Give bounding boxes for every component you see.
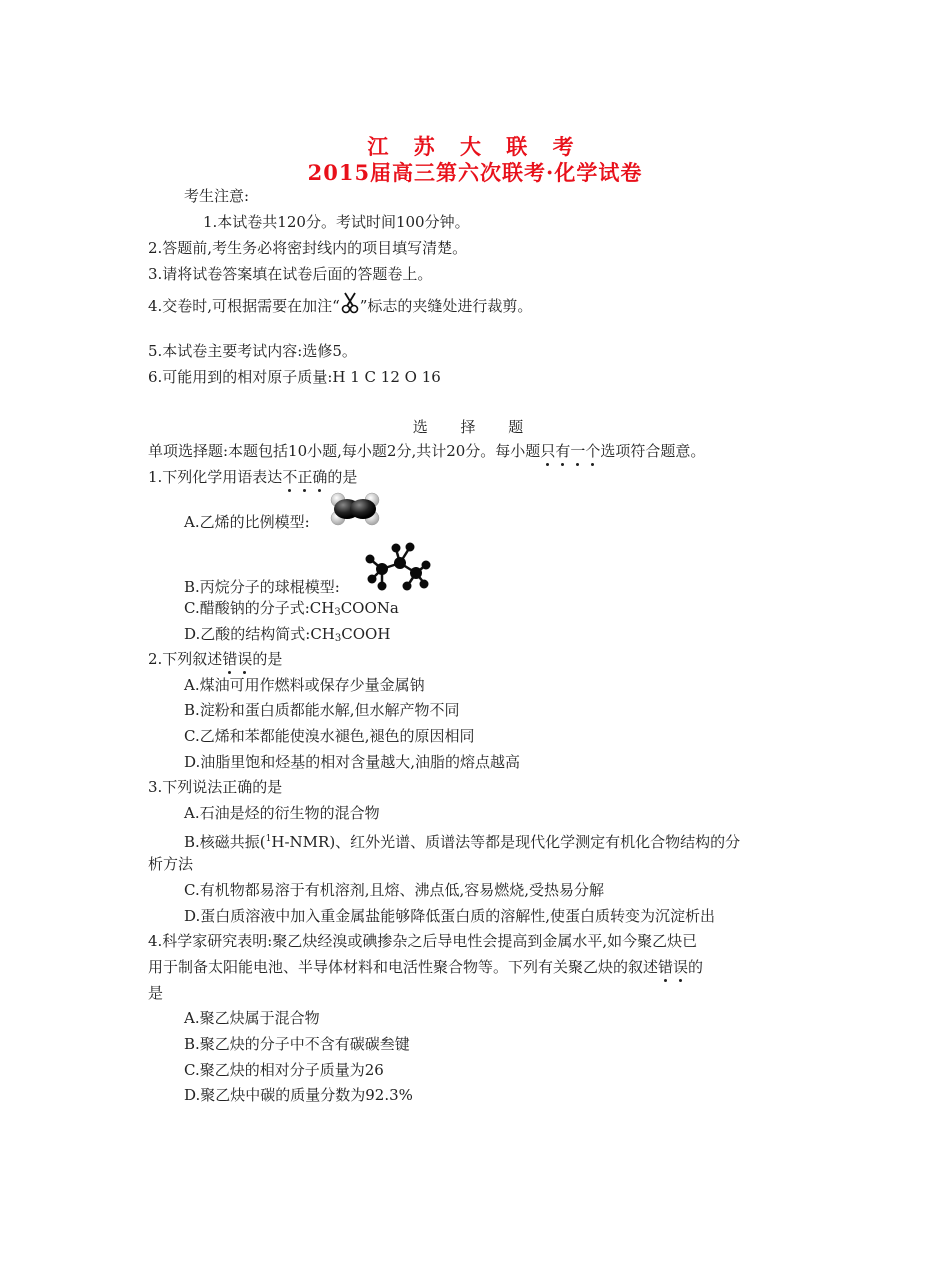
propane-ball-and-stick-model-icon xyxy=(360,541,432,593)
q1-option-a: A.乙烯的比例模型: xyxy=(184,513,310,531)
intro-text: 单项选择题:本题包括10小题,每小题2分,共计20分。每小题 xyxy=(148,442,541,460)
ethylene-space-filling-model-icon xyxy=(330,490,380,528)
emphasis-char: 有 xyxy=(555,442,571,460)
q1-option-d xyxy=(184,624,390,649)
scissors-icon xyxy=(340,299,360,317)
q2-option-c: C.乙烯和苯都能使溴水褪色,褪色的原因相同 xyxy=(184,727,475,745)
stem-text: 的 xyxy=(688,958,704,976)
q3-option-a: A.石油是烃的衍生物的混合物 xyxy=(184,804,380,822)
q3-stem: 3.下列说法正确的是 xyxy=(148,778,283,796)
note-2: 2.答题前,考生务必将密封线内的项目填写清楚。 xyxy=(148,239,468,257)
emphasis-char: 错 xyxy=(222,650,238,668)
subscript: 3 xyxy=(334,607,341,618)
q4-stem-line1: 4.科学家研究表明:聚乙炔经溴或碘掺杂之后导电性会提高到金属水平,如今聚乙炔已 xyxy=(148,932,698,950)
emphasis-char: 一 xyxy=(570,442,586,460)
emphasis-char: 正 xyxy=(297,468,313,486)
subscript: 3 xyxy=(334,633,342,644)
q3-option-b xyxy=(184,829,740,852)
option-text: COOH xyxy=(341,625,391,643)
section-intro xyxy=(148,441,705,461)
stem-text: 的是 xyxy=(252,650,283,668)
q2-option-b: B.淀粉和蛋白质都能水解,但水解产物不同 xyxy=(184,701,460,719)
option-text: COONa xyxy=(340,599,399,617)
note-4 xyxy=(148,296,532,317)
exam-paper-title: 2015届高三第六次联考·化学试卷 xyxy=(307,160,643,185)
emphasis-char: 确 xyxy=(312,468,328,486)
exam-org-title: 江 苏 大 联 考 xyxy=(367,134,583,159)
emphasis-char: 只 xyxy=(540,442,556,460)
emphasis-char: 不 xyxy=(282,468,298,486)
q1-option-b: B.丙烷分子的球棍模型: xyxy=(184,578,340,596)
stem-text: 用于制备太阳能电池、半导体材料和电活性聚合物等。下列有关聚乙炔的叙述 xyxy=(148,958,659,976)
q4-option-a: A.聚乙炔属于混合物 xyxy=(184,1009,320,1027)
emphasis-char: 误 xyxy=(237,650,253,668)
stem-text: 2.下列叙述 xyxy=(148,650,223,668)
intro-text: 选项符合题意。 xyxy=(600,442,706,460)
note-4-post: ”标志的夹缝处进行裁剪。 xyxy=(359,297,533,315)
superscript: 1 xyxy=(265,834,272,844)
emphasis-char: 个 xyxy=(585,442,601,460)
q1-option-c xyxy=(184,598,399,623)
note-3: 3.请将试卷答案填在试卷后面的答题卷上。 xyxy=(148,265,433,283)
q4-stem-line2 xyxy=(148,957,703,977)
q2-option-a: A.煤油可用作燃料或保存少量金属钠 xyxy=(184,676,425,694)
section-title: 选 择 题 xyxy=(412,418,538,436)
q3-option-c: C.有机物都易溶于有机溶剂,且熔、沸点低,容易燃烧,受热易分解 xyxy=(184,881,605,899)
q3-option-b-continued: 析方法 xyxy=(148,855,194,873)
q2-stem xyxy=(148,649,282,669)
q4-option-c: C.聚乙炔的相对分子质量为26 xyxy=(184,1061,384,1079)
option-text: D.乙酸的结构简式:CH xyxy=(184,625,335,643)
note-1: 1.本试卷共120分。考试时间100分钟。 xyxy=(203,213,470,231)
stem-text: 的是 xyxy=(327,468,358,486)
q1-stem xyxy=(148,467,357,487)
q3-option-d: D.蛋白质溶液中加入重金属盐能够降低蛋白质的溶解性,使蛋白质转变为沉淀析出 xyxy=(184,907,716,925)
note-5: 5.本试卷主要考试内容:选修5。 xyxy=(148,342,357,360)
emphasis-char: 误 xyxy=(673,958,689,976)
note-6: 6.可能用到的相对原子质量:H 1 C 12 O 16 xyxy=(148,368,441,386)
q2-option-d: D.油脂里饱和烃基的相对含量越大,油脂的熔点越高 xyxy=(184,753,521,771)
option-text: B.核磁共振( xyxy=(184,833,266,851)
emphasis-char: 错 xyxy=(658,958,674,976)
notes-heading: 考生注意: xyxy=(184,187,250,205)
note-4-pre: 4.交卷时,可根据需要在加注“ xyxy=(148,297,340,315)
option-text: C.醋酸钠的分子式:CH xyxy=(184,599,335,617)
q4-option-b: B.聚乙炔的分子中不含有碳碳叁键 xyxy=(184,1035,410,1053)
q4-stem-line3: 是 xyxy=(148,984,164,1002)
option-text: H-NMR)、红外光谱、质谱法等都是现代化学测定有机化合物结构的分 xyxy=(271,833,741,851)
q4-option-d: D.聚乙炔中碳的质量分数为92.3% xyxy=(184,1086,413,1104)
stem-text: 1.下列化学用语表达 xyxy=(148,468,283,486)
